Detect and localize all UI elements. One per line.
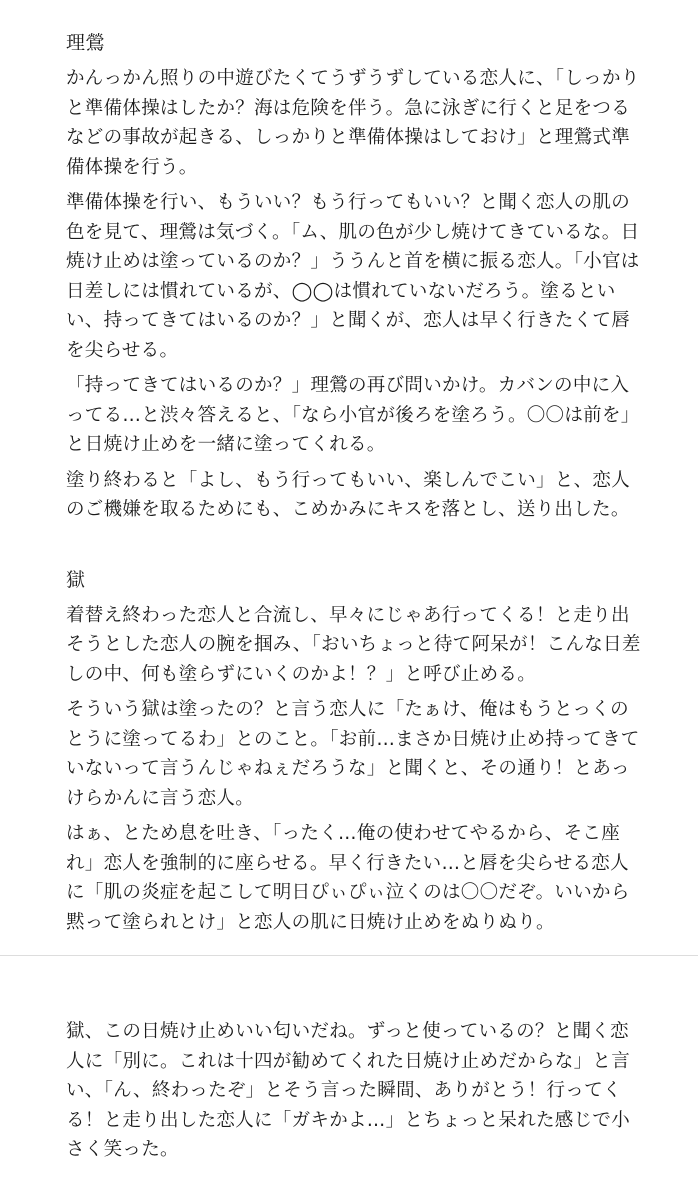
paragraph: かんっかん照りの中遊びたくてうずうずしている恋人に、「しっかりと準備体操はしたか？海は危険を伴う。急に泳ぎに行くと足をつるなどの事故が起きる、しっかりと準備体操はしておけ」と理鶯式準備体操を行う。 (66, 68, 640, 178)
document-page-bottom (66, 1017, 646, 1171)
paragraph: はぁ、とため息を吐き、「ったく…俺の使わせてやるから、そこ座れ」恋人を強制的に座らせる。早く行きたい…と唇を尖らせる恋人に「肌の炎症を起こして明日ぴぃぴぃ泣くのは〇〇だぞ。いいから黙って塗られとけ」と恋人の肌に日焼け止めをぬりぬり。 (66, 823, 630, 933)
paragraph: そういう獄は塗ったの？と言う恋人に「たぁけ、俺はもうとっくのとうに塗ってるわ」とのこと。「お前…まさか日焼け止め持ってきていないって言うんじゃねぇだろうな」と聞くと、その通り！とあっけらかんに言う恋人。 (66, 699, 640, 809)
page-divider (0, 955, 698, 956)
paragraph: 塗り終わると「よし、もう行ってもいい、楽しんでこい」と、恋人のご機嫌を取るためにも、こめかみにキスを落とし、送り出した。 (66, 469, 631, 520)
section-title-rio: 理鶯 (66, 32, 106, 54)
paragraph: 着替え終わった恋人と合流し、早々にじゃあ行ってくる！と走り出そうとした恋人の腕を掴み、「おいちょっと待て阿呆が！こんな日差しの中、何も塗らずにいくのかよ！？」と呼び止める。 (66, 604, 641, 685)
section-gap (66, 531, 646, 567)
document-content (66, 30, 646, 943)
paragraph: 獄、この日焼け止めいい匂いだね。ずっと使っているの？と聞く恋人に「別に。これは十四が勧めてくれた日焼け止めだからな」と言い、「ん、終わったぞ」とそう言った瞬間、ありがとう！行ってくる！と走り出した恋人に「ガキかよ…」とちょっと呆れた感じで小さく笑った。 (66, 1021, 631, 1160)
section-title-hitoya: 獄 (66, 568, 86, 591)
paragraph: 「持ってきてはいるのか？」理鶯の再び問いかけ。カバンの中に入ってる…と渋々答えると、「なら小官が後ろを塗ろう。〇〇は前を」と日焼け止めを一緒に塗ってくれる。 (66, 375, 640, 455)
paragraph: 準備体操を行い、もういい？もう行ってもいい？と聞く恋人の肌の色を見て、理鶯は気づく。「ム、肌の色が少し焼けてきているな。日焼け止めは塗っているのか？」ううんと首を横に振る恋人。「小官は日差しには慣れているが、◯◯は慣れていないだろう。塗るといい、持ってきてはいるのか？」と聞くが、恋人は早く行きたくて唇を尖らせる。 (66, 192, 640, 361)
